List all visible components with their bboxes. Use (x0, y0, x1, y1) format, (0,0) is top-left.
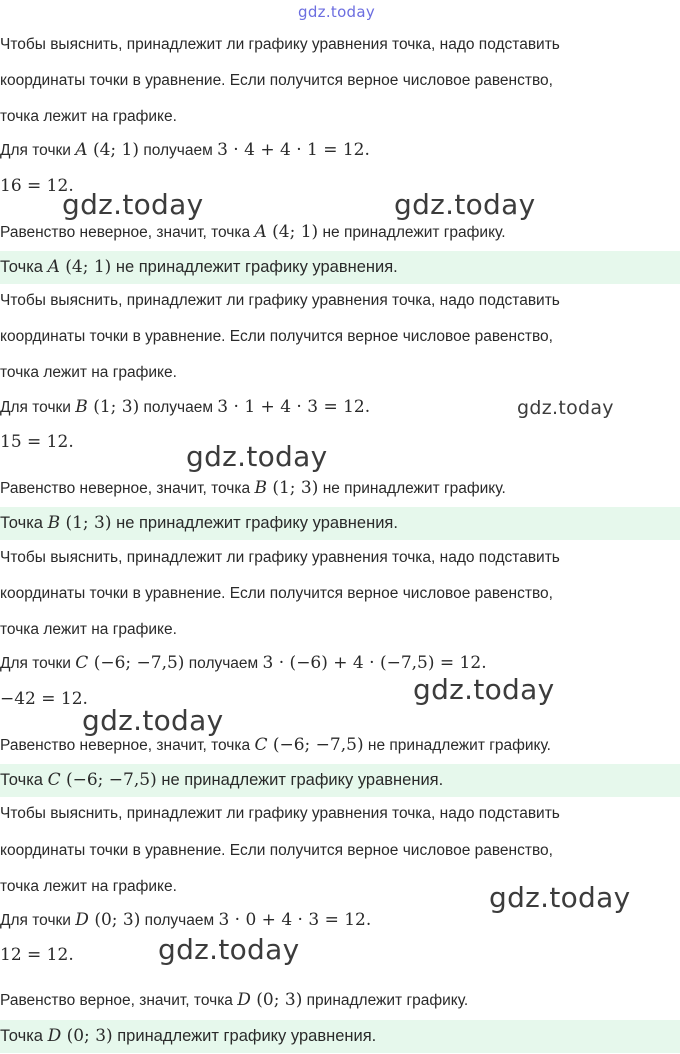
explanation-line: точка лежит на графике. (0, 364, 177, 381)
verdict-line: Равенство верное, значит, точка D (0; 3) принадлежит графику. (0, 990, 469, 1010)
explanation-line: Чтобы выяснить, принадлежит ли графику уравнения точка, надо подставить (0, 36, 560, 53)
explanation-line: координаты точки в уравнение. Если получится верное числовое равенство, (0, 585, 553, 602)
result-equation: 12 = 12. (0, 945, 74, 965)
point-label: B (1; 3) (254, 478, 319, 498)
verdict-line: Равенство неверное, значит, точка B (1; 3) не принадлежит графику. (0, 478, 506, 498)
result-equation: 15 = 12. (0, 432, 74, 452)
point-label: B (1; 3) (75, 397, 140, 417)
answer-highlight (0, 251, 680, 284)
point-label: D (0; 3) (47, 1026, 113, 1046)
answer-line: Точка B (1; 3) не принадлежит графику уравнения. (0, 513, 398, 533)
explanation-line: координаты точки в уравнение. Если получится верное числовое равенство, (0, 842, 553, 859)
get-label: получаем (143, 142, 213, 159)
answer-highlight (0, 764, 680, 797)
calculation: 3 · 4 + 4 · 1 = 12. (217, 140, 370, 160)
answer-highlight (0, 1020, 680, 1053)
result-equation: 16 = 12. (0, 176, 74, 196)
explanation-line: Чтобы выяснить, принадлежит ли графику уравнения точка, надо подставить (0, 292, 560, 309)
answer-highlight (0, 507, 680, 540)
substitution-line: Для точки C (−6; −7,5) получаем 3 · (−6) + 4 · (−7,5) = 12. (0, 653, 487, 673)
point-label: C (−6; −7,5) (254, 735, 364, 755)
verdict-line: Равенство неверное, значит, точка C (−6; −7,5) не принадлежит графику. (0, 735, 551, 755)
explanation-line: точка лежит на графике. (0, 878, 177, 895)
answer-line: Точка A (4; 1) не принадлежит графику уравнения. (0, 257, 398, 277)
calculation: 3 · 0 + 4 · 3 = 12. (218, 910, 372, 930)
calculation: 3 · 1 + 4 · 3 = 12. (217, 397, 371, 417)
watermark: gdz.today (158, 933, 300, 966)
explanation-line: точка лежит на графике. (0, 108, 177, 125)
answer-line: Точка D (0; 3) принадлежит графику уравнения. (0, 1026, 377, 1046)
point-label: C (−6; −7,5) (75, 653, 185, 673)
watermark: gdz.today (517, 397, 614, 419)
top-watermark: gdz.today (298, 3, 376, 21)
answer-line: Точка C (−6; −7,5) не принадлежит графику уравнения. (0, 770, 444, 790)
point-label: D (0; 3) (75, 910, 141, 930)
watermark: gdz.today (186, 440, 328, 473)
point-label: A (4; 1) (75, 140, 139, 160)
point-label: B (1; 3) (47, 513, 112, 533)
substitution-line: Для точки B (1; 3) получаем 3 · 1 + 4 · 3 = 12. (0, 397, 371, 417)
substitution-line (0, 140, 680, 161)
explanation-line: Чтобы выяснить, принадлежит ли графику уравнения точка, надо подставить (0, 805, 560, 822)
watermark: gdz.today (62, 188, 204, 221)
explanation-line: координаты точки в уравнение. Если получится верное числовое равенство, (0, 328, 553, 345)
point-label: A (4; 1) (47, 257, 112, 277)
point-label: D (0; 3) (237, 990, 303, 1010)
explanation-line: точка лежит на графике. (0, 621, 177, 638)
watermark: gdz.today (489, 881, 631, 914)
point-label: A (4; 1) (254, 222, 319, 242)
explanation-line: Чтобы выяснить, принадлежит ли графику уравнения точка, надо подставить (0, 549, 560, 566)
result-equation: −42 = 12. (0, 689, 88, 709)
calculation: 3 · (−6) + 4 · (−7,5) = 12. (262, 653, 487, 673)
explanation-line: координаты точки в уравнение. Если получится верное числовое равенство, (0, 72, 553, 89)
for-point-label: Для точки (0, 142, 71, 159)
substitution-line: Для точки D (0; 3) получаем 3 · 0 + 4 · 3 = 12. (0, 910, 372, 930)
verdict-line: Равенство неверное, значит, точка A (4; 1) не принадлежит графику. (0, 222, 506, 242)
watermark: gdz.today (413, 673, 555, 706)
point-label: C (−6; −7,5) (47, 770, 157, 790)
watermark: gdz.today (82, 704, 224, 737)
watermark: gdz.today (394, 188, 536, 221)
